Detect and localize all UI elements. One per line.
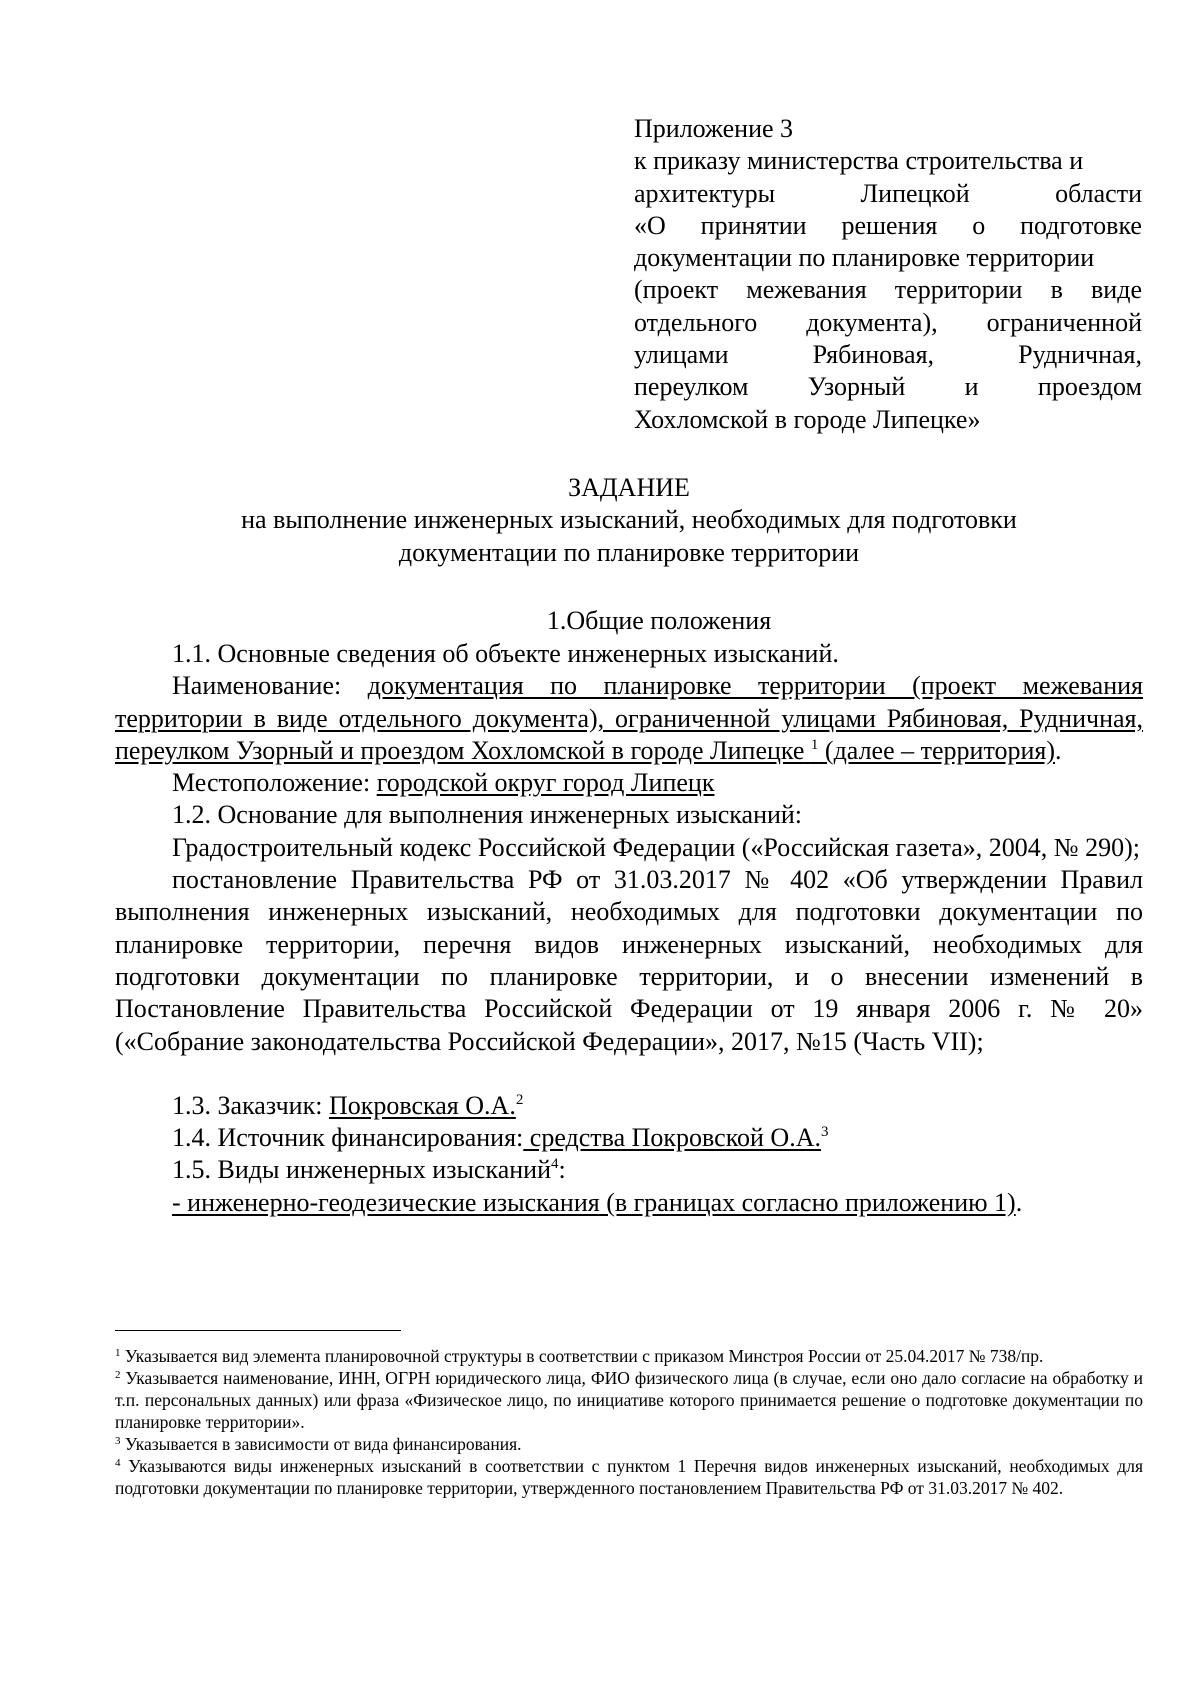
appendix-line [634, 339, 1142, 371]
footnote [115, 1433, 1143, 1455]
appendix-word: ограниченной [986, 307, 1142, 337]
task-title [115, 472, 1143, 569]
types-label: 1.5. Виды инженерных изысканий [172, 1155, 551, 1185]
name-label: Наименование: [172, 671, 368, 701]
types-end: . [1015, 1187, 1023, 1217]
name-tail: (далее – территория) [818, 735, 1055, 765]
paragraph-basis-1: Градостроительный кодекс Российской Федерации («Российская газета», 2004, № 290); [172, 832, 1140, 862]
appendix-word: территории [894, 275, 1023, 305]
footnote-number: 2 [115, 1369, 121, 1381]
paragraph-1-1: 1.1. Основные сведения об объекте инженерных изысканий. [172, 639, 839, 668]
appendix-word: виде [1091, 275, 1142, 305]
appendix-word: Узорный [807, 372, 906, 402]
name-value-text: документация по планировке территории (проект межевания территории в виде отдельного документа), ограниченной улицами Рябиновая, Рудничная, переулком Узорный и проездом Хохломской в городе Липецке [115, 671, 1143, 765]
footnote-number: 1 [115, 1347, 121, 1359]
footnote-number: 3 [115, 1435, 121, 1447]
appendix-word: архитектуры [634, 178, 776, 208]
task-heading: ЗАДАНИЕ [568, 473, 690, 502]
appendix-word: Рудничная, [1018, 340, 1142, 370]
footnote [115, 1367, 1143, 1433]
footnote-text: Указывается в зависимости от вида финансирования. [120, 1434, 522, 1454]
appendix-word: отдельного [634, 307, 758, 337]
appendix-word: и [964, 372, 979, 402]
appendix-line: Приложение 3 [634, 114, 794, 143]
paragraph-name [115, 670, 1143, 767]
appendix-word: Липецкой [860, 178, 970, 208]
appendix-line [634, 178, 1142, 210]
appendix-line: к приказу министерства строительства и [634, 146, 1084, 176]
appendix-line [634, 307, 1142, 339]
funding-value: средства Покровской О.А. [523, 1123, 821, 1153]
paragraph-types-value [115, 1187, 1143, 1219]
paragraph-customer [115, 1090, 1143, 1122]
appendix-word: (проект [634, 275, 719, 305]
appendix-header [634, 113, 1142, 436]
paragraph-types [115, 1154, 1143, 1186]
paragraph-funding [115, 1122, 1143, 1154]
types-colon: : [558, 1155, 566, 1185]
appendix-line: документации по планировке территории [634, 243, 1095, 273]
footnote-text: Указываются виды инженерных изысканий в соответствии с пунктом 1 Перечня видов инженерных изысканий, необходимых для подготовки документации по планировке территории, утвержденного постановлением Правительства РФ от 31.03.2017 № 402. [115, 1456, 1143, 1498]
types-value: - инженерно-геодезические изыскания (в границах согласно приложению 1) [172, 1187, 1016, 1217]
footnote-ref: 3 [820, 1124, 829, 1141]
location-value: городской округ город Липецк [376, 768, 715, 798]
footnote-number: 4 [115, 1457, 121, 1469]
appendix-word: области [1055, 178, 1142, 208]
footnote [115, 1455, 1143, 1499]
footnote-ref: 2 [515, 1091, 524, 1108]
appendix-word: «О [634, 210, 666, 240]
footnote-text: Указывается вид элемента планировочной структуры в соответствии с приказом Минстроя России от 25.04.2017 № 738/пр. [120, 1346, 1044, 1366]
paragraph-1-2: 1.2. Основание для выполнения инженерных изысканий: [172, 800, 803, 830]
appendix-word: в [1050, 275, 1063, 305]
name-end: . [1055, 735, 1062, 765]
appendix-word: принятии [700, 210, 807, 240]
footnote-ref: 1 [810, 736, 819, 753]
footnote-separator [115, 1330, 401, 1331]
appendix-line: Хохломской в городе Липецке» [634, 404, 981, 434]
task-subtitle-line: на выполнение инженерных изысканий, необходимых для подготовки [241, 505, 1017, 535]
appendix-word: межевания [746, 275, 867, 305]
appendix-word: подготовке [1020, 210, 1142, 240]
paragraph-location [115, 767, 1143, 799]
appendix-word: переулком [634, 372, 749, 402]
appendix-word: о [972, 210, 986, 240]
footnote-text: Указывается наименование, ИНН, ОГРН юридического лица, ФИО физического лица (в случае, если оно дало согласие на обработку и т.п. персональных данных) или фраза «Физическое лицо, по инициативе которого принимается решение о подготовке документации по планировке территории». [115, 1368, 1143, 1432]
appendix-line [634, 371, 1142, 403]
document-body [115, 638, 1143, 1219]
appendix-line [634, 274, 1142, 306]
appendix-word: решения [841, 210, 938, 240]
appendix-line [634, 210, 1142, 242]
task-subtitle-line: документации по планировке территории [398, 537, 860, 567]
location-label: Местоположение: [172, 768, 377, 798]
paragraph-basis-2: постановление Правительства РФ от 31.03.2017 № 402 «Об утверждении Правил выполнения инженерных изысканий, необходимых для подготовки документации по планировке территории, перечня видов инженерных изысканий, необходимых для подготовки документации по планировке территории, и о внесении изменений в Постановление Правительства Российской Федерации от 19 января 2006 г. № 20» («Собрание законодательства Российской Федерации», 2017, №15 (Часть VII); [115, 865, 1143, 1056]
appendix-word: документа), [806, 307, 938, 337]
footnote-ref: 4 [551, 1156, 559, 1173]
appendix-word: Рябиновая, [812, 340, 935, 370]
footnote [115, 1345, 1143, 1367]
appendix-word: улицами [634, 340, 729, 370]
customer-value: Покровская О.А. [328, 1090, 516, 1120]
customer-label: 1.3. Заказчик: [172, 1090, 329, 1120]
appendix-word: проездом [1037, 372, 1142, 402]
funding-label: 1.4. Источник финансирования: [172, 1123, 524, 1153]
section-heading: 1.Общие положения [546, 606, 772, 635]
footnotes [115, 1345, 1143, 1499]
